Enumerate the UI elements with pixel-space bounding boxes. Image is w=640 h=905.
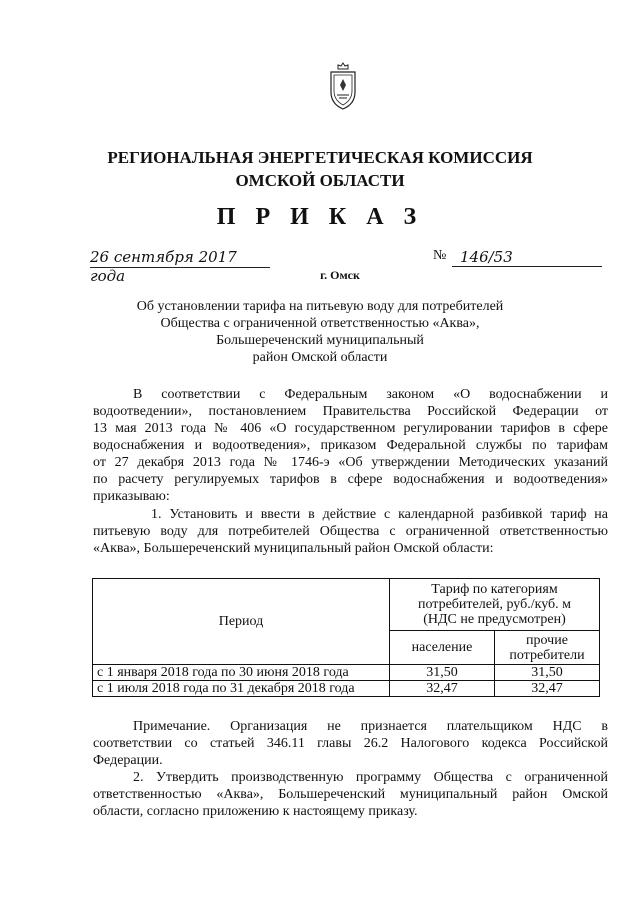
tariff-header <box>390 579 600 631</box>
population-tariff-cell: 32,47 <box>390 681 495 697</box>
tariff-header-line: (НДС не предусмотрен) <box>423 612 566 627</box>
order-number: 146/53 <box>452 248 602 267</box>
tariff-header-line: потребителей, руб./куб. м <box>418 597 571 612</box>
subject-line: район Омской области <box>252 350 388 365</box>
organization-name-line2: ОМСКОЙ ОБЛАСТИ <box>235 171 405 190</box>
item-2-line: ответственностью «Аква», Большереченский муниципальный район Омской <box>93 787 608 802</box>
note-line: Примечание. Организация не признается плательщиком НДС в <box>133 719 608 734</box>
item-1-line: питьевую воду для потребителей Общества с ограниченной ответственностью <box>93 524 608 539</box>
other-header-line: прочие <box>526 632 568 648</box>
other-header-line: потребители <box>509 647 585 663</box>
preamble-line: от 27 декабря 2013 года № 1746-э «Об утверждении Методических указаний <box>93 455 608 470</box>
preamble-line: водоснабжения и водоотведения», приказом Федеральной службы по тарифам <box>93 438 608 453</box>
preamble-line: по расчету регулируемых тарифов в сфере водоснабжения и водоотведения» <box>93 472 608 487</box>
order-subject <box>0 298 640 366</box>
organization-name-line1: РЕГИОНАЛЬНАЯ ЭНЕРГЕТИЧЕСКАЯ КОМИССИЯ <box>107 148 533 167</box>
other-consumers-column-header <box>495 631 600 665</box>
period-header: Период <box>93 579 390 665</box>
table-row <box>93 665 600 681</box>
population-tariff-cell: 31,50 <box>390 665 495 681</box>
preamble-line: приказываю: <box>93 489 170 504</box>
city: г. Омск <box>320 268 360 282</box>
coat-of-arms-emblem <box>328 62 358 110</box>
note-paragraph <box>93 718 608 769</box>
subject-line: Общества с ограниченной ответственностью «Аква», <box>160 316 480 331</box>
note-line: соответствии со статьей 346.11 главы 26.2 Налогового кодекса Российской <box>93 736 608 751</box>
period-cell: с 1 июля 2018 года по 31 декабря 2018 года <box>93 681 390 697</box>
order-date: 26 сентября 2017 года <box>90 248 270 268</box>
preamble-line: водоотведении», постановлением Правительства Российской Федерации от <box>93 404 608 419</box>
other-tariff-cell: 31,50 <box>495 665 600 681</box>
population-column-header: население <box>390 631 495 665</box>
item-2-line: области, согласно приложению к настоящему приказу. <box>93 804 418 819</box>
subject-line: Об установлении тарифа на питьевую воду для потребителей <box>136 299 504 314</box>
item-2-line: 2. Утвердить производственную программу Общества с ограниченной <box>133 770 608 785</box>
subject-line: Большереченский муниципальный <box>216 333 424 348</box>
item-2-paragraph <box>93 769 608 820</box>
period-cell: с 1 января 2018 года по 30 июня 2018 года <box>93 665 390 681</box>
other-tariff-cell: 32,47 <box>495 681 600 697</box>
item-1-line: «Аква», Большереченский муниципальный район Омской области: <box>93 541 494 556</box>
preamble-paragraph <box>93 386 608 505</box>
item-1-line: 1. Установить и ввести в действие с календарной разбивкой тариф на <box>151 507 608 522</box>
order-number-label: № <box>433 248 447 263</box>
tariff-header-line: Тариф по категориям <box>431 582 558 597</box>
table-row <box>93 681 600 697</box>
preamble-line: В соответствии с Федеральным законом «О водоснабжении и <box>133 387 608 402</box>
note-line: Федерации. <box>93 753 163 768</box>
document-type-title: П Р И К А З <box>216 204 424 230</box>
preamble-line: 13 мая 2013 года № 406 «О государственном регулировании тарифов в сфере <box>93 421 608 436</box>
item-1-paragraph <box>93 506 608 557</box>
tariff-table <box>92 578 600 697</box>
